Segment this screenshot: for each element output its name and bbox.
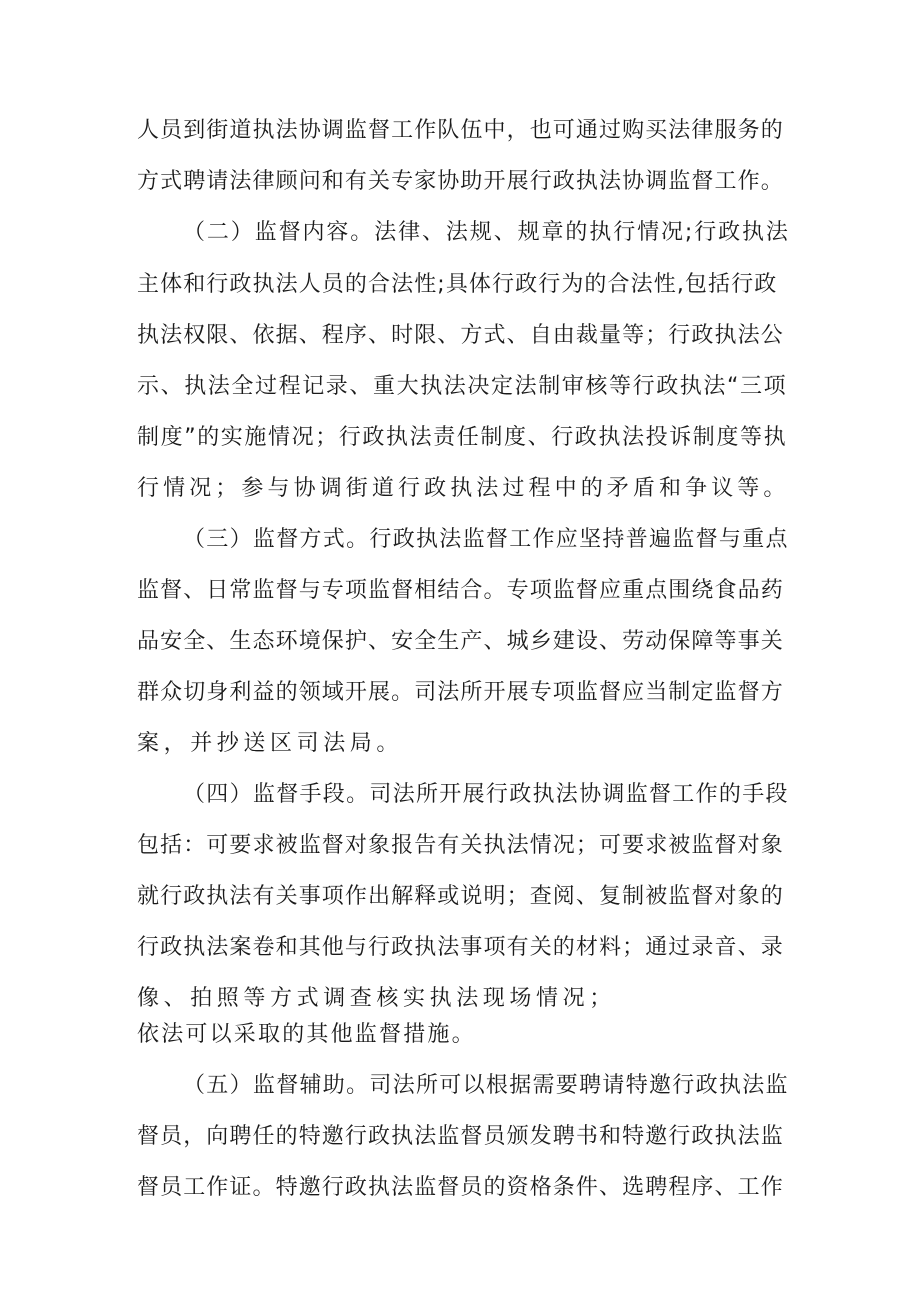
text-line: [0, 729, 920, 759]
line-text: 执法权限、依据、程序、时限、方式、自由裁量等；行政执法公: [137, 323, 784, 348]
line-text: （三）监督方式。行政执法监督工作应坚持普遍监督与重点: [183, 527, 789, 552]
line-text: 主体和行政执法人员的合法性;具体行政行为的合法性,包括行政: [137, 272, 778, 297]
line-text: 督员工作证。特邀行政执法监督员的资格条件、选聘程序、工作: [137, 1175, 784, 1200]
line-text: （四）监督手段。司法所开展行政执法协调监督工作的手段: [183, 782, 789, 807]
line-text: 行政执法案卷和其他与行政执法事项有关的材料；通过录音、录: [137, 935, 784, 960]
line-text: 案，并抄送区司法局。: [137, 731, 404, 756]
text-line: [0, 525, 920, 555]
text-line: [0, 116, 920, 146]
line-text: 就行政执法有关事项作出解释或说明；查阅、复制被监督对象的: [137, 884, 784, 909]
line-text: 示、执法全过程记录、重大执法决定法制审核等行政执法“三项: [137, 374, 788, 399]
text-line: [0, 321, 920, 351]
line-text: 像、拍照等方式调查核实执法现场情况；: [137, 986, 616, 1011]
text-line: [0, 780, 920, 810]
text-line: [0, 627, 920, 657]
line-text: 方式聘请法律顾问和有关专家协助开展行政执法协调监督工作。: [137, 169, 784, 194]
text-line: [0, 167, 920, 197]
text-line: [0, 984, 920, 1014]
text-line: [0, 678, 920, 708]
line-text: 依法可以采取的其他监督措施。: [137, 1022, 476, 1047]
line-text: 包括：可要求被监督对象报告有关执法情况；可要求被监督对象: [137, 833, 784, 858]
text-line: [0, 1071, 920, 1101]
text-line: [0, 474, 920, 504]
line-text: 监督、日常监督与专项监督相结合。专项监督应重点围绕食品药: [137, 578, 784, 603]
text-line: [0, 882, 920, 912]
text-line: [0, 1020, 920, 1050]
text-line: [0, 831, 920, 861]
text-line: [0, 218, 920, 248]
line-text: 制度”的实施情况；行政执法责任制度、行政执法投诉制度等执: [137, 425, 788, 450]
line-text: 督员，向聘任的特邀行政执法监督员颁发聘书和特邀行政执法监: [137, 1124, 784, 1149]
line-text: 品安全、生态环境保护、安全生产、城乡建设、劳动保障等事关: [137, 629, 784, 654]
text-line: [0, 933, 920, 963]
text-line: [0, 1173, 920, 1203]
line-text: 人员到街道执法协调监督工作队伍中，也可通过购买法律服务的: [137, 118, 784, 143]
line-text: 行情况；参与协调街道行政执法过程中的矛盾和争议等。: [137, 476, 790, 501]
text-line: [0, 372, 920, 402]
text-line: [0, 270, 920, 300]
text-line: [0, 576, 920, 606]
text-line: [0, 423, 920, 453]
line-text: （二）监督内容。法律、法规、规章的执行情况;行政执法: [183, 220, 790, 245]
line-text: （五）监督辅助。司法所可以根据需要聘请特邀行政执法监: [183, 1073, 789, 1098]
line-text: 群众切身利益的领域开展。司法所开展专项监督应当制定监督方: [137, 680, 784, 705]
text-line: [0, 1122, 920, 1152]
